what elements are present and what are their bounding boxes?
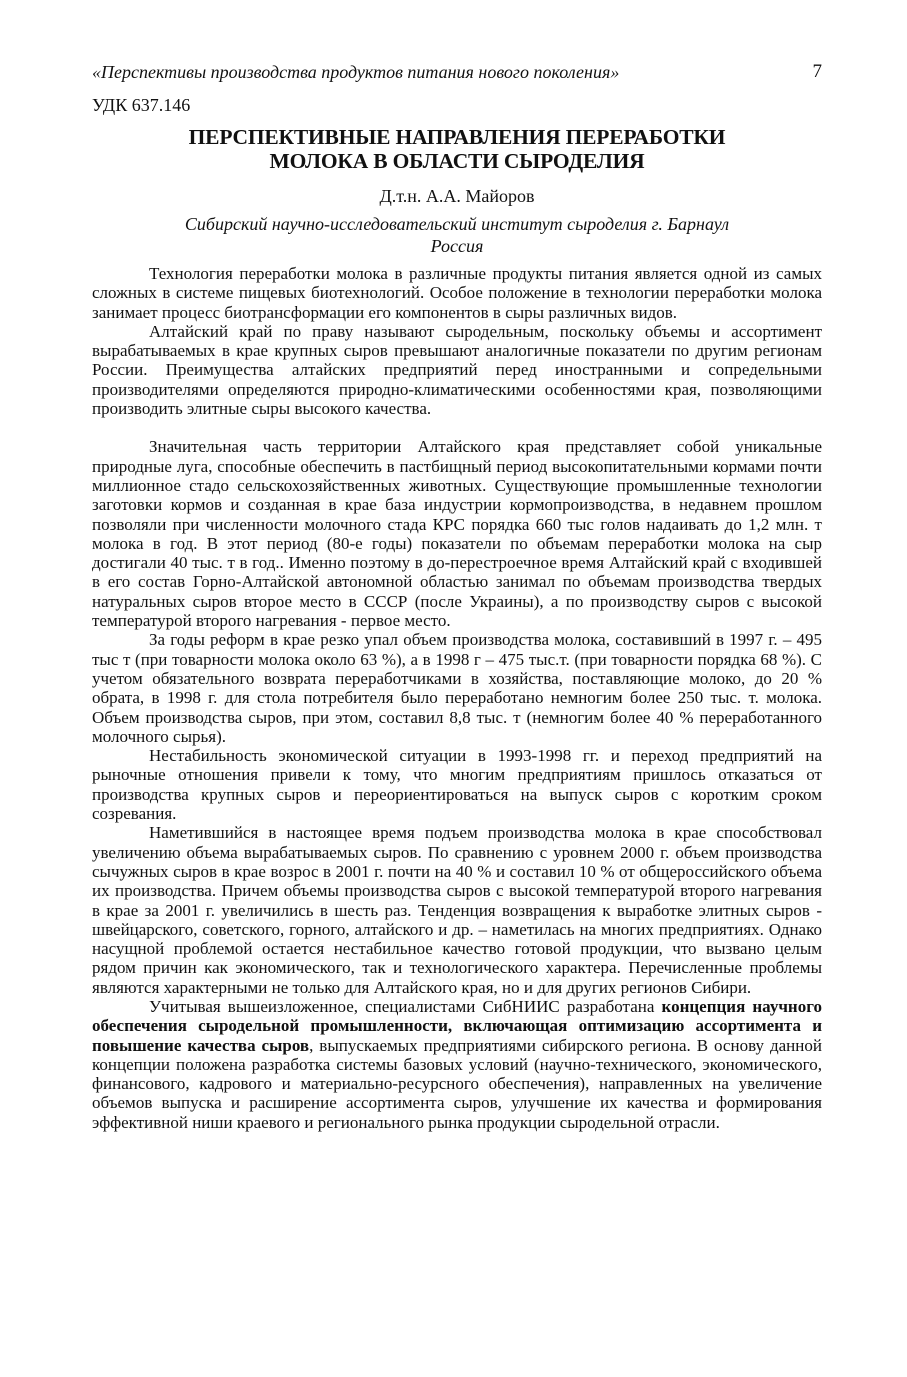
article-body bbox=[92, 264, 822, 1132]
article-title bbox=[92, 125, 822, 173]
paragraph-7-end: , выпускаемых предприятиями сибирского региона. В основу данной концепции положена разработка системы базовых условий (научно-технического, экономического, финансового, кадрового и материально-ресурсного обеспечения), направленных на увеличение объемов выпуска и расширение ассортимента сыров, улучшение их качества и формирования эффективной ниши краевого и регионального рынка продукции сыродельной отрасли. bbox=[92, 1035, 822, 1132]
paragraph-2: Алтайский край по праву называют сыродельным, поскольку объемы и ассортимент вырабатываемых в крае крупных сыров превышают аналогичные показатели по другим регионам России. Преимущества алтайских предприятий перед иностранными и сопредельными производителями определяются природно-климатическими особенностями края, позволяющими производить элитные сыры высокого качества. bbox=[92, 321, 822, 419]
paragraph-5: Нестабильность экономической ситуации в 1993-1998 гг. и переход предприятий на рыночные отношения привели к тому, что многим предприятиям пришлось отказаться от производства крупных сыров и переориентироваться на выпуск сыров с коротким сроком созревания. bbox=[92, 746, 822, 824]
running-title: «Перспективы производства продуктов питания нового поколения» bbox=[92, 62, 620, 82]
page-number: 7 bbox=[812, 61, 822, 82]
paragraph-7-start: Учитывая вышеизложенное, специалистами СибНИИС разработана bbox=[149, 996, 662, 1016]
paragraph-4: За годы реформ в крае резко упал объем производства молока, составивший в 1997 г. – 495 тыс т (при товарности молока около 63 %), а в 1998 г – 475 тыс.т. (при товарности порядка 68 %). С учетом обязательного возврата переработчиками в хозяйства, поставляющие молоко, до 20 % обрата, в 1998 г. для стола потребителя было переработано немногим более 250 тыс. т. молока. Объем производства сыров, при этом, составил 8,8 тыс. т (немногим более 40 % переработанного молочного сырья). bbox=[92, 630, 822, 746]
title-line-1: ПЕРСПЕКТИВНЫЕ НАПРАВЛЕНИЯ ПЕРЕРАБОТКИ bbox=[188, 125, 726, 149]
paragraph-3: Значительная часть территории Алтайского края представляет собой уникальные природные луга, способные обеспечить в пастбищный период высокопитательными кормами почти миллионное стадо сельскохозяйственных животных. Существующие промышленные технологии заготовки кормов и созданная в крае база индустрии кормопроизводства, в недавнем прошлом позволяли при численности молочного стада КРС порядка 660 тыс голов надаивать до 1,2 млн. т молока в год. В этот период (80-е годы) показатели по объемам переработки молока на сыр достигали 40 тыс. т в год.. Именно поэтому в до-перестроечное время Алтайский край с входившей в его состав Горно-Алтайской автономной областью занимал по объемам производства твердых натуральных сыров второе место в СССР (после Украины), а по производству сыров с высокой температурой второго нагревания - первое место. bbox=[92, 437, 822, 631]
affiliation-line-2: Россия bbox=[430, 236, 484, 256]
paragraph-1: Технология переработки молока в различные продукты питания является одной из самых сложных в системе пищевых биотехнологий. Особое положение в технологии переработки молока занимает процесс биотрансформации его компонентов в сыры различных видов. bbox=[92, 264, 822, 322]
title-line-2: МОЛОКА В ОБЛАСТИ СЫРОДЕЛИЯ bbox=[269, 149, 645, 173]
author: Д.т.н. А.А. Майоров bbox=[379, 186, 535, 206]
paragraph-7 bbox=[92, 997, 822, 1132]
paragraph-6: Наметившийся в настоящее время подъем производства молока в крае способствовал увеличению объема вырабатываемых сыров. По сравнению с уровнем 2000 г. объем производства сычужных сыров в крае возрос в 2001 г. почти на 40 % и составил 10 % от общероссийского объема их производства. Причем объемы производства сыров с высокой температурой второго нагревания в крае за 2001 г. увеличились в шесть раз. Тенденция возвращения к выработке элитных сыров - швейцарского, советского, горного, алтайского и др. – наметилась на многих предприятиях. Однако насущной проблемой остается нестабильное качество готовой продукции, что вызвано целым рядом причин как экономического, так и технологического характера. Перечисленные проблемы являются характерными не только для Алтайского края, но и для других регионов Сибири. bbox=[92, 823, 822, 997]
paragraph-7-emphasis: концепция научного обеспечения сыродельной промышленности, включающая оптимизацию ассортимента и повышение качества сыров bbox=[92, 996, 822, 1055]
affiliation bbox=[92, 213, 822, 257]
affiliation-line-1: Сибирский научно-исследовательский институт сыроделия г. Барнаул bbox=[184, 214, 730, 234]
running-header bbox=[92, 60, 822, 84]
udc-code: УДК 637.146 bbox=[92, 95, 191, 115]
